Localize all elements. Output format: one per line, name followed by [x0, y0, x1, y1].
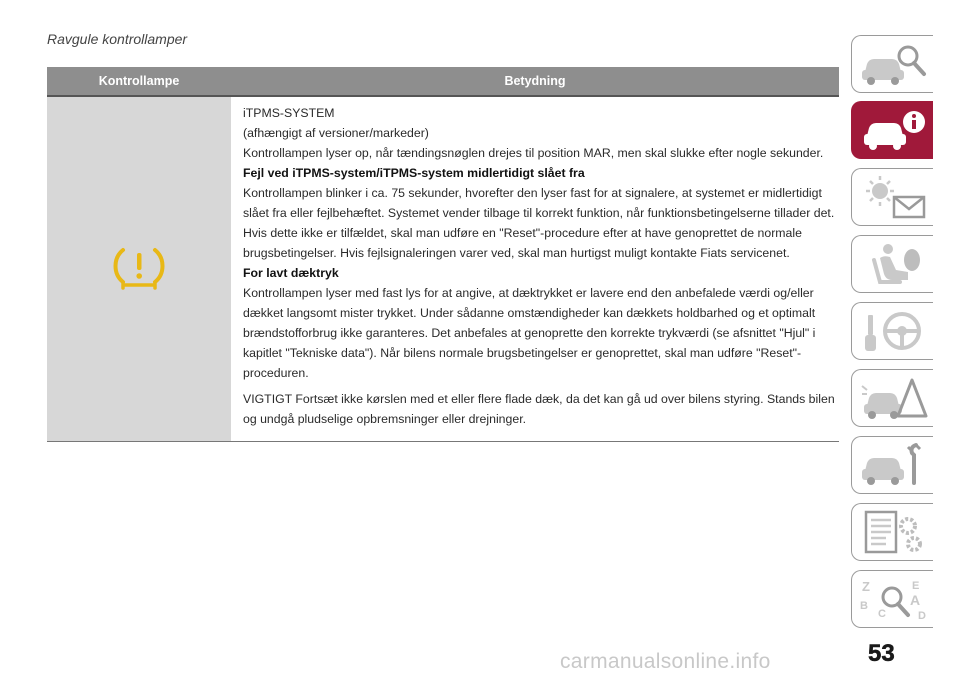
version-note: (afhængigt af versioner/markeder) [243, 126, 429, 140]
tab-car-search[interactable] [851, 35, 933, 93]
seat-airbag-icon [858, 240, 928, 288]
tab-warning-lights[interactable] [851, 168, 933, 226]
system-name: iTPMS-SYSTEM [243, 106, 335, 120]
watermark: carmanualsonline.info [560, 650, 771, 673]
important-note: VIGTIGT Fortsæt ikke kørslen med et eller flere flade dæk, da det kan gå ud over bilens styring. Stands bilen og undgå pludselige opbremsninger eller drejninger. [243, 392, 835, 426]
section-title: Ravgule kontrollamper [47, 31, 188, 47]
description-text: Kontrollampen lyser med fast lys for at angive, at dæktrykket er lavere end den anbefalede værdi og/eller dækket langsomt mister trykket. Under sådanne omstændigheder kan dækkets holdbarhed og et optimalt brændstofforbrug ikke garanteres. Det anbefales at genoprette den korrekte trykværdi (se afsnittet "Hjul" i kapitlet "Tekniske data"). Når bilens normale brugsbetingelser er genoprettet, skal man udføre "Reset"-proceduren. [243, 286, 816, 380]
car-wrench-icon [858, 441, 928, 489]
svg-text:A: A [909, 592, 920, 608]
alphabet-index-search-icon [858, 575, 928, 623]
tab-key-steering[interactable] [851, 302, 933, 360]
tab-service[interactable] [851, 436, 933, 494]
page-number: 53 [868, 640, 895, 667]
subheading: Fejl ved iTPMS-system/iTPMS-system midlertidigt slået fra [243, 166, 585, 180]
tpms-warning-icon [109, 244, 169, 294]
svg-text:C: C [877, 608, 886, 620]
spec-sheet-gears-icon [858, 508, 928, 556]
tab-car-info[interactable] [851, 101, 933, 159]
description-text: Kontrollampen lyser op, når tændingsnøglen drejes til position MAR, men skal slukke efter nogle sekunder. [243, 146, 824, 160]
svg-text:Z: Z [861, 579, 870, 594]
svg-text:D: D [917, 610, 926, 622]
table-row [47, 97, 839, 442]
description-cell [231, 97, 839, 441]
svg-text:E: E [911, 580, 919, 592]
tab-seat-airbag[interactable] [851, 235, 933, 293]
tab-index[interactable] [851, 570, 933, 628]
svg-text:B: B [859, 600, 868, 612]
lamp-cell [47, 97, 231, 441]
table-header [47, 67, 839, 97]
subheading: For lavt dæktryk [243, 266, 339, 280]
tab-technical-data[interactable] [851, 503, 933, 561]
warning-lights-message-icon [858, 173, 928, 221]
car-search-icon [858, 40, 928, 88]
car-info-icon [858, 106, 928, 154]
header-meaning: Betydning [504, 74, 566, 88]
header-lamp: Kontrollampe [98, 74, 180, 88]
car-breakdown-triangle-icon [858, 374, 928, 422]
description-text: Kontrollampen blinker i ca. 75 sekunder, hvorefter den lyser fast for at signalere, at systemet er midlertidigt slået fra eller fejlbehæftet. Systemet vender tilbage til korrekt funktion, når funktionsbetingelserne tillader det. Hvis dette ikke er tilfældet, skal man udføre en "Reset"-procedure efter at have genoprettet de normale brugsbetingelser. Hvis fejlsignaleringen varer ved, skal man hurtigst muligt kontakte Fiats servicenet. [243, 186, 835, 260]
tab-breakdown[interactable] [851, 369, 933, 427]
warning-lights-table [47, 67, 839, 442]
key-steering-wheel-icon [858, 307, 928, 355]
